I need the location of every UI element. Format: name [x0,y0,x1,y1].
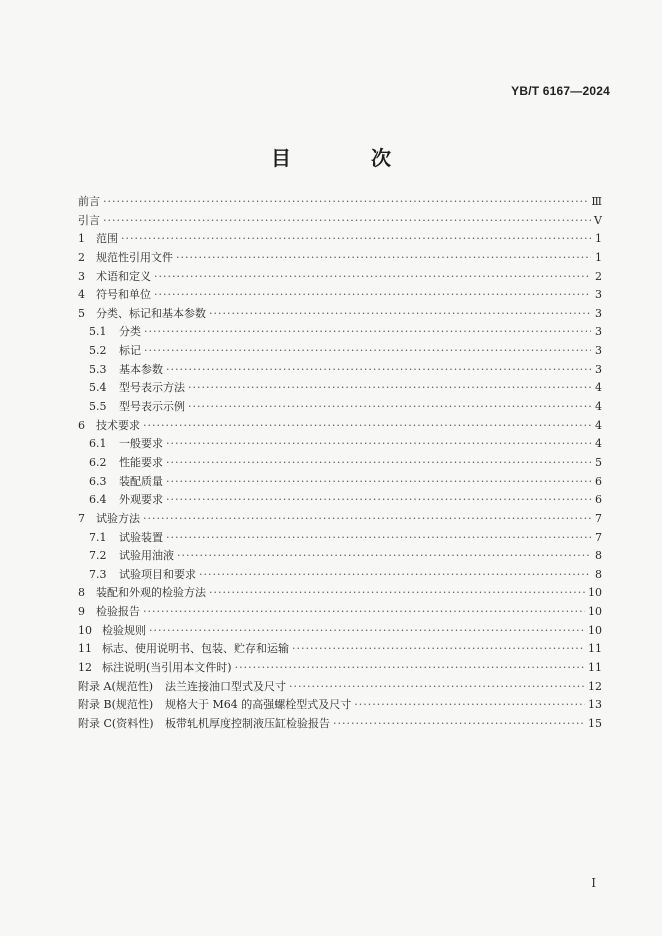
toc-entry[interactable] [78,268,602,287]
dot-leader [121,230,591,249]
dot-leader [166,473,591,492]
toc-entry-page: 6 [595,493,602,507]
toc-entry-number: 2 [78,250,85,264]
toc-entry[interactable] [78,435,602,454]
toc-entry-number: 8 [78,586,85,600]
toc-entry-page: 4 [595,437,602,451]
toc-entry-number: 6.2 [89,455,107,469]
toc-entry-label: 性能要求 [119,455,163,469]
toc-entry-label: 分类、标记和基本参数 [96,306,206,320]
dot-leader [199,566,591,585]
dot-leader [166,361,591,380]
toc-entry-label: 规范性引用文件 [96,250,173,264]
dot-leader [235,659,585,678]
dot-leader [154,268,591,287]
toc-entry-page: 8 [595,549,602,563]
toc-entry[interactable] [78,640,602,659]
toc-entry-label: 引言 [78,213,100,227]
toc-entry-number: 10 [78,623,92,637]
toc-entry[interactable] [78,622,602,641]
toc-entry[interactable] [78,566,602,585]
toc-entry-number: 6 [78,418,85,432]
dot-leader [166,529,591,548]
toc-entry[interactable] [78,454,602,473]
toc-entry-number: 9 [78,605,85,619]
toc-entry-page: 3 [595,306,602,320]
toc-entry-label: 一般要求 [119,437,163,451]
toc-entry[interactable] [78,230,602,249]
toc-entry-page: 2 [595,269,602,283]
toc-entry-page: Ⅲ [591,195,602,208]
toc-entry[interactable] [78,603,602,622]
toc-entry-page: 10 [588,605,602,619]
toc-entry-number: 3 [78,269,85,283]
toc-entry[interactable] [78,379,602,398]
dot-leader [149,622,585,641]
toc-entry-label: 规格大于 M64 的高强螺栓型式及尺寸 [165,698,352,712]
dot-leader [354,696,585,715]
toc-entry[interactable] [78,323,602,342]
toc-entry-label: 符号和单位 [96,288,151,302]
toc-entry-number: 6.1 [89,437,107,451]
toc-entry-label: 分类 [119,325,141,339]
toc-entry-page: 11 [588,661,602,675]
toc-entry-number: 6.3 [89,474,107,488]
toc-entry[interactable] [78,286,602,305]
dot-leader [143,417,591,436]
toc-entry-label: 试验装置 [119,530,163,544]
toc-entry-label: 基本参数 [119,362,163,376]
toc-entry[interactable] [78,659,602,678]
toc-entry-label: 板带轧机厚度控制液压缸检验报告 [165,716,330,730]
toc-entry-number: 7.1 [89,530,107,544]
toc-entry-label: 装配和外观的检验方法 [96,586,206,600]
dot-leader [176,249,591,268]
toc-entry[interactable] [78,584,602,603]
toc-entry-number: 5.2 [89,344,107,358]
toc-entry-page: 10 [588,586,602,600]
toc-entry-page: 3 [595,344,602,358]
toc-entry-page: 15 [588,716,602,730]
dot-leader [144,342,591,361]
dot-leader [166,454,591,473]
toc-entry-label: 试验方法 [96,511,140,525]
toc-entry[interactable] [78,473,602,492]
dot-leader [289,678,585,697]
dot-leader [103,193,588,212]
dot-leader [144,323,591,342]
toc-entry-page: 10 [588,623,602,637]
dot-leader [103,212,591,231]
toc-entry-number: 4 [78,288,85,302]
toc-entry-page: 11 [588,642,602,656]
toc-entry-page: 3 [595,325,602,339]
toc-entry-label: 技术要求 [96,418,140,432]
toc-entry[interactable] [78,547,602,566]
toc-entry-label: 标注说明(当引用本文件时) [102,661,232,675]
toc-entry-page: 12 [588,679,602,693]
toc-entry-page: 1 [595,250,602,264]
toc-entry-page: 4 [595,418,602,432]
toc-entry-number: 1 [78,232,85,246]
toc-entry[interactable] [78,491,602,510]
dot-leader [188,398,591,417]
toc-entry-number: 5 [78,306,85,320]
toc-entry-page: Ⅴ [594,213,602,227]
toc-entry-page: 7 [595,530,602,544]
toc-entry-number: 5.3 [89,362,107,376]
toc-entry-label: 型号表示示例 [119,400,185,414]
dot-leader [333,715,585,734]
toc-entry-page: 7 [595,511,602,525]
dot-leader [154,286,591,305]
toc-entry-number: 7.2 [89,549,107,563]
toc-entry[interactable] [78,510,602,529]
toc-entry-number: 附录 C(资料性) [78,716,154,730]
dot-leader [292,640,585,659]
toc-entry-number: 11 [78,642,92,656]
toc-entry[interactable] [78,212,602,231]
toc-entry-label: 试验项目和要求 [119,567,196,581]
dot-leader [177,547,591,566]
toc-entry-label: 外观要求 [119,493,163,507]
toc-entry[interactable] [78,529,602,548]
toc-entry-label: 法兰连接油口型式及尺寸 [165,679,286,693]
dot-leader [188,379,591,398]
toc-entry-page: 4 [595,400,602,414]
toc-entry-number: 附录 B(规范性) [78,698,154,712]
page-number: Ⅰ [591,876,596,890]
dot-leader [143,603,585,622]
toc-entry-label: 前言 [78,195,100,208]
toc-title: 目 次 [271,146,421,170]
dot-leader [166,491,591,510]
toc-entry-label: 标记 [119,344,141,358]
toc-entry-label: 标志、使用说明书、包装、贮存和运输 [102,642,289,656]
toc-entry[interactable] [78,398,602,417]
toc-entry-page: 13 [588,698,602,712]
toc-entry[interactable] [78,193,602,212]
dot-leader [209,305,591,324]
toc-entry-number: 5.4 [89,381,107,395]
dot-leader [166,435,591,454]
toc-entry-label: 检验规则 [102,623,146,637]
toc-entry-page: 5 [595,455,602,469]
toc-entry[interactable] [78,678,602,697]
toc-entry-page: 6 [595,474,602,488]
toc-entry[interactable] [78,715,602,734]
toc-entry[interactable] [78,361,602,380]
toc-entry-label: 试验用油液 [119,549,174,563]
toc-entry[interactable] [78,696,602,715]
table-of-contents [78,193,602,734]
toc-entry-number: 5.1 [89,325,107,339]
toc-entry-page: 3 [595,362,602,376]
toc-entry[interactable] [78,305,602,324]
standard-code: YB/T 6167—2024 [511,84,610,98]
toc-entry[interactable] [78,342,602,361]
toc-entry-page: 1 [595,232,602,246]
toc-entry-number: 6.4 [89,493,107,507]
toc-entry-number: 12 [78,661,92,675]
toc-entry-page: 8 [595,567,602,581]
toc-entry-number: 7.3 [89,567,107,581]
toc-entry[interactable] [78,249,602,268]
toc-entry-label: 检验报告 [96,605,140,619]
toc-entry-number: 附录 A(规范性) [78,679,154,693]
toc-entry-page: 3 [595,288,602,302]
toc-entry-label: 范围 [96,232,118,246]
toc-entry[interactable] [78,417,602,436]
toc-entry-number: 7 [78,511,85,525]
toc-entry-label: 术语和定义 [96,269,151,283]
toc-entry-label: 装配质量 [119,474,163,488]
dot-leader [143,510,591,529]
dot-leader [209,584,585,603]
toc-entry-label: 型号表示方法 [119,381,185,395]
toc-entry-number: 5.5 [89,400,107,414]
toc-entry-page: 4 [595,381,602,395]
